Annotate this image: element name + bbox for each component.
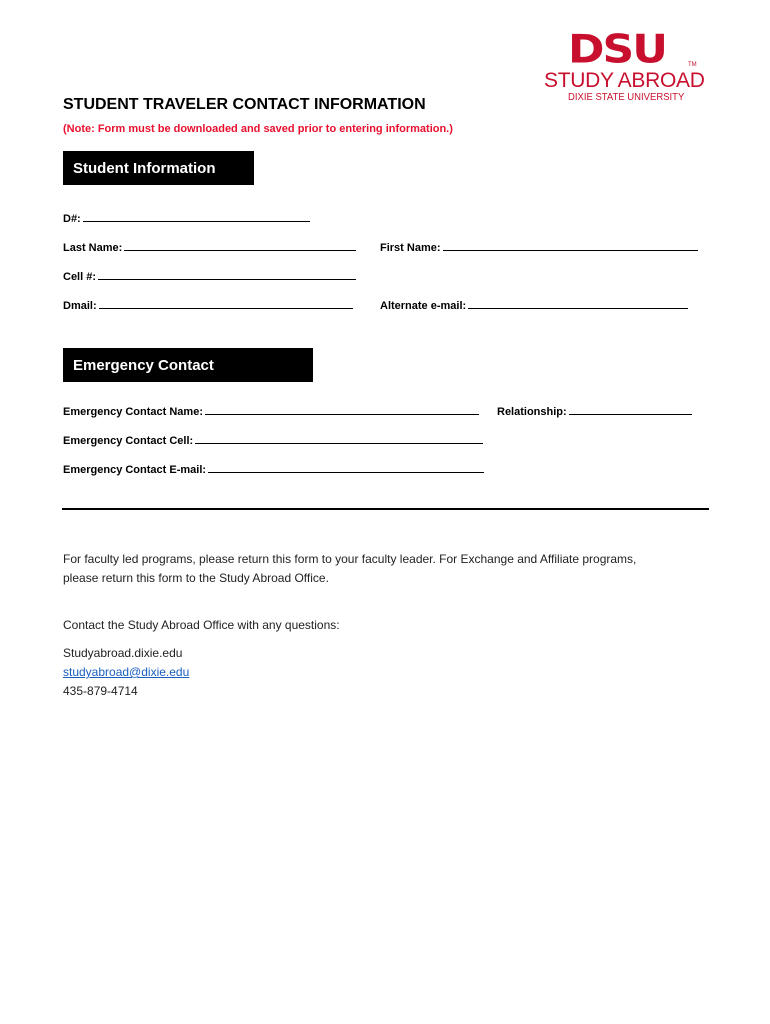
page-title: STUDENT TRAVELER CONTACT INFORMATION	[63, 96, 426, 113]
return-instructions-line1: For faculty led programs, please return this form to your faculty leader. For Exchange and Affiliate programs,	[63, 552, 637, 566]
emergency-contact-email-input-line[interactable]	[208, 461, 484, 473]
section-divider	[62, 508, 709, 510]
emergency-contact-name-input-line[interactable]	[205, 403, 479, 415]
last-name-label: Last Name:	[63, 242, 123, 254]
first-name-label: First Name:	[380, 242, 441, 254]
cell-number-label: Cell #:	[63, 271, 97, 283]
phone-number: 435-879-4714	[63, 684, 138, 698]
first-name-field[interactable]	[380, 239, 698, 254]
alternate-email-input-line[interactable]	[468, 297, 688, 309]
d-number-field[interactable]	[63, 210, 310, 225]
emergency-contact-cell-field[interactable]	[63, 432, 483, 447]
alternate-email-field[interactable]	[380, 297, 688, 312]
dmail-label: Dmail:	[63, 300, 97, 312]
emergency-contact-email-label: Emergency Contact E-mail:	[63, 464, 207, 476]
alternate-email-label: Alternate e-mail:	[380, 300, 467, 312]
dmail-field[interactable]	[63, 297, 353, 312]
cell-number-field[interactable]	[63, 268, 356, 283]
dsu-study-abroad-logo	[542, 26, 714, 106]
logo-study-abroad-text: STUDY ABROAD	[544, 69, 705, 92]
website-text: Studyabroad.dixie.edu	[63, 646, 183, 660]
emergency-contact-cell-label: Emergency Contact Cell:	[63, 435, 194, 447]
emergency-contact-name-field[interactable]	[63, 403, 479, 418]
logo-university-text: DIXIE STATE UNIVERSITY	[568, 92, 685, 103]
contact-intro: Contact the Study Abroad Office with any questions:	[63, 618, 340, 632]
download-note: (Note: Form must be downloaded and saved prior to entering information.)	[63, 123, 453, 135]
d-number-input-line[interactable]	[83, 210, 310, 222]
last-name-field[interactable]	[63, 239, 356, 254]
cell-number-input-line[interactable]	[98, 268, 356, 280]
relationship-label: Relationship:	[497, 406, 567, 418]
logo-trademark: TM	[688, 62, 697, 68]
d-number-label: D#:	[63, 213, 81, 225]
emergency-contact-cell-input-line[interactable]	[195, 432, 483, 444]
emergency-contact-name-label: Emergency Contact Name:	[63, 406, 203, 418]
return-instructions	[63, 550, 723, 588]
student-information-header: Student Information	[63, 151, 254, 185]
return-instructions-line2: please return this form to the Study Abroad Office.	[63, 571, 329, 585]
contact-details	[63, 644, 189, 701]
email-link[interactable]: studyabroad@dixie.edu	[63, 665, 190, 679]
dmail-input-line[interactable]	[99, 297, 353, 309]
emergency-contact-header: Emergency Contact	[63, 348, 313, 382]
last-name-input-line[interactable]	[124, 239, 356, 251]
first-name-input-line[interactable]	[443, 239, 698, 251]
logo-dsu-mark: DSU	[568, 26, 666, 73]
relationship-input-line[interactable]	[569, 403, 692, 415]
emergency-contact-email-field[interactable]	[63, 461, 484, 476]
relationship-field[interactable]	[497, 403, 692, 418]
